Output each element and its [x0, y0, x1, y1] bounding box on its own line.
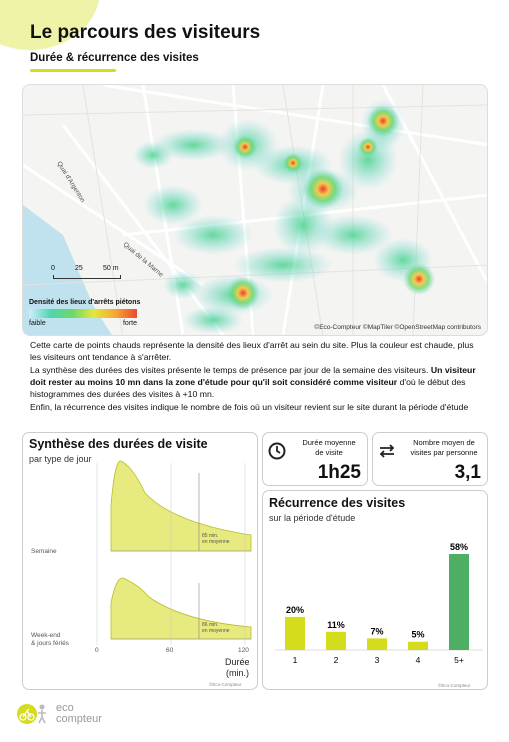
chart-credit: ©Eco-Compteur [209, 682, 242, 687]
kpi-nombre-card [372, 432, 488, 486]
x-tick: 120 [238, 647, 249, 654]
kpi-duree-label: Durée moyenne [302, 438, 356, 447]
category-label: 3 [374, 655, 380, 665]
durations-chart [23, 433, 259, 691]
bar-1 [285, 617, 305, 650]
brand-line: eco [56, 702, 74, 714]
x-tick: 0 [95, 647, 99, 654]
description-p2a: La synthèse des durées des visites présente le temps de présence par jour de la semaine des visiteurs. [30, 364, 429, 375]
weekend-area [111, 578, 251, 639]
recurrence-subtitle: sur la période d'étude [269, 513, 356, 523]
weekday-area [111, 461, 251, 551]
description-p2b: Un visiteur doit rester au moins 10 mn dans la zone d'étude pour qu'il soit considéré comme visiteur [30, 364, 476, 388]
scale-label: 0 [51, 265, 55, 272]
kpi-duree-label: de visite [315, 447, 343, 457]
kpi-duree-value: 1h25 [317, 462, 361, 483]
map-legend [29, 299, 140, 327]
kpi-nombre-label: visites par personne [410, 447, 478, 457]
legend-high: forte [122, 320, 137, 327]
category-label: 4 [415, 655, 421, 665]
category-label: 5+ [454, 655, 464, 665]
repeat-icon [377, 441, 397, 461]
street-label: Quai de la Marne [121, 241, 165, 279]
kpi-duree-card [262, 432, 368, 486]
page-title: Le parcours des visiteurs [30, 22, 261, 43]
x-axis-label: (min.) [226, 668, 249, 678]
weekend-mean-label: 86 min. [202, 622, 219, 628]
bar-2 [326, 632, 346, 650]
chart-credit: ©Eco-Compteur [438, 683, 471, 688]
bar-value-label: 7% [370, 626, 384, 637]
weekday-mean-label: en moyenne [202, 539, 230, 545]
durations-title: Synthèse des durées de visite [29, 437, 208, 451]
description-p1: Cette carte de points chauds représente la densité des lieux d'arrêt au sein du site. Plus la couleur est chaude, plus les visiteurs ont tendance à s'arrêter. [30, 340, 474, 363]
legend-gradient [29, 309, 137, 318]
durations-subtitle: par type de jour [29, 454, 92, 464]
description [30, 339, 482, 413]
row-label-weekend: & jours fériés [31, 640, 69, 647]
clock-icon [267, 441, 287, 461]
pedestrian-icon [34, 703, 50, 725]
weekend-mean-label: en moyenne [202, 628, 230, 634]
map-scale [51, 265, 131, 279]
description-p3: Enfin, la récurrence des visites indique le nombre de fois où un visiteur revient sur le site durant la période d'étude [30, 401, 469, 412]
brand-line: compteur [56, 713, 102, 725]
scale-label: 50 m [103, 265, 119, 272]
x-tick: 60 [166, 647, 174, 654]
kpi-nombre-value: 3,1 [454, 462, 481, 483]
bar-value-label: 5% [411, 629, 425, 640]
subtitle-underline [30, 69, 116, 72]
category-label: 2 [333, 655, 339, 665]
row-label-weekday: Semaine [31, 548, 57, 555]
legend-low: faible [29, 320, 46, 327]
recurrence-card [262, 490, 488, 690]
legend-title: Densité des lieux d'arrêts piétons [29, 299, 141, 306]
bar-3 [367, 638, 387, 650]
kpi-nombre-label: Nombre moyen de [413, 438, 475, 447]
category-label: 1 [292, 655, 298, 665]
recurrence-chart [263, 491, 489, 691]
durations-card [22, 432, 258, 690]
recurrence-title: Récurrence des visites [269, 496, 406, 510]
bar-value-label: 11% [327, 619, 345, 630]
bar-5+ [449, 554, 469, 650]
bar-value-label: 20% [285, 604, 305, 615]
bar-4 [408, 642, 428, 650]
footer-logo [16, 703, 102, 725]
weekday-mean-label: 85 min. [202, 533, 219, 539]
scale-label: 25 [75, 265, 83, 272]
row-label-weekend: Week-end [31, 632, 61, 639]
scale-bar [53, 275, 121, 279]
map-attribution: ©Eco-Compteur ©MapTiler ©OpenStreetMap contributors [314, 324, 481, 331]
bar-value-label: 58% [449, 542, 469, 552]
street-label: Quai d'Argenton [55, 160, 87, 204]
description-p2c: d'où le début des histogrammes des durées des visites à +10 mn. [30, 377, 466, 400]
heatmap-map[interactable] [22, 84, 488, 336]
page-subtitle: Durée & récurrence des visites [30, 52, 199, 64]
x-axis-label: Durée [225, 657, 250, 667]
